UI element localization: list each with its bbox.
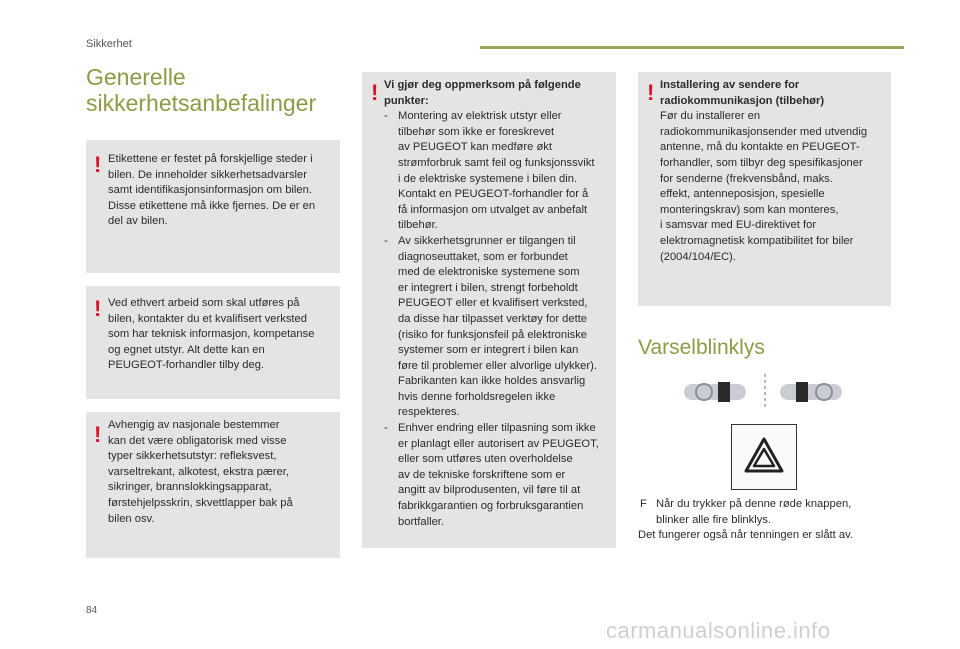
- hazard-switch-icon: [796, 382, 808, 402]
- hazard-triangle-icon: [732, 425, 796, 489]
- section-label: Sikkerhet: [86, 38, 132, 50]
- hazard-button-illustration: [731, 424, 797, 490]
- warning-icon: !: [371, 80, 379, 105]
- page-title: Generelle sikkerhetsanbefalinger: [86, 64, 317, 116]
- warning-icon: !: [94, 422, 102, 447]
- warning-box-workshop: [86, 286, 340, 399]
- list-item: - Enhver endring eller tilpasning som ikke er planlagt eller autorisert av PEUGEOT, eller som utføres uten overholdelse av de tekniske forskriftene som er angitt av bilprodusenten, vil føre til at fabrikkgarantien og forbruksgarantien bortfaller.: [384, 422, 599, 528]
- watermark: carmanualsonline.info: [606, 618, 831, 643]
- warning-text: Etikettene er festet på forskjellige steder i bilen. De inneholder sikkerhetsadvarsler samt identifikasjonsinformasjon om bilen. Disse etikettene må ikke fjernes. De er en del av bilen.: [108, 153, 316, 228]
- dashboard-left-pill: [684, 384, 746, 400]
- hazard-instructions: F Når du trykker på denne røde knappen, blinker alle fire blinklys. Det fungerer også når tenningen er slått av.: [638, 498, 853, 542]
- section-title-varselblinklys: Varselblinklys: [638, 336, 765, 359]
- bullet-icon: F: [640, 498, 647, 510]
- warning-box-equipment: [86, 412, 340, 558]
- warning-text: Installering av sendere for radiokommunikasjon (tilbehør) Før du installerer en radiokommunikasjonsender med utvendig antenne, må du kontakte en PEUGEOT- forhandler, som tilbyr deg spesifikasjoner for senderne (frekvensbånd, maks. effekt, antenneposisjon, spesielle monteringskrav) som kan monteres, i samsvar med EU-direktivet for elektromagnetisk kompatibilitet for biler (2004/104/EC).: [660, 79, 868, 263]
- hazard-switch-icon: [718, 382, 730, 402]
- list-item: - Montering av elektrisk utstyr eller tilbehør som ikke er foreskrevet av PEUGEOT kan medføre økt strømforbruk samt feil og funksjonssvikt i de elektriske systemene i bilen din. Kontakt en PEUGEOT-forhandler for å få informasjon om utvalget av anbefalt tilbehør.: [384, 110, 595, 232]
- warning-icon: !: [94, 152, 102, 177]
- warning-text: Vi gjør deg oppmerksom på følgende punkter: - Montering av elektrisk utstyr eller tilbehør som ikke er foreskrevet av PEUGEOT kan medføre økt strømforbruk samt feil og funksjonssvikt i de elektriske systemene i bilen din. Kontakt en PEUGEOT-forhandler for å få informasjon om utvalget av anbefalt tilbehør. - Av sikkerhetsgrunner er tilgangen til diagnoseuttaket, som er forbundet med de elektroniske systemene som er integrert i bilen, strengt forbeholdt PEUGEOT eller et kvalifisert verksted, da disse har tilpasset verktøy for dette (risiko for funksjonsfeil på elektroniske systemer som er integrert i bilen kan føre til problemer eller alvorlige ulykker). Fabrikanten kan ikke holdes ansvarlig hvis denne forholdsregelen ikke respekteres. - Enhver endring eller tilpasning som ikke er planlagt eller autorisert av PEUGEOT, eller som utføres uten overholdelse av de tekniske forskriftene som er angitt av bilprodusenten, vil føre til at fabrikkgarantien og forbruksgarantien bortfaller.: [384, 78, 614, 530]
- dashboard-illustration: [684, 372, 844, 412]
- list-item: - Av sikkerhetsgrunner er tilgangen til diagnoseuttaket, som er forbundet med de elektroniske systemene som er integrert i bilen, strengt forbeholdt PEUGEOT eller et kvalifisert verksted, da disse har tilpasset verktøy for dette (risiko for funksjonsfeil på elektroniske systemer som er integrert i bilen kan føre til problemer eller alvorlige ulykker). Fabrikanten kan ikke holdes ansvarlig hvis denne forholdsregelen ikke respekteres.: [384, 234, 597, 419]
- warning-box-radio: [638, 72, 891, 306]
- warning-text: Avhengig av nasjonale bestemmer kan det være obligatorisk med visse typer sikkerhetsutstyr: refleksvest, varseltrekant, alkotest, ekstra pærer, sikringer, brannslokkingsapparat, førstehjelpsskrin, skvettlapper bak på bilen osv.: [108, 419, 293, 525]
- warning-box-electrical: [362, 72, 616, 548]
- warning-icon: !: [94, 296, 102, 321]
- warning-icon: !: [647, 80, 655, 105]
- warning-box-labels: [86, 140, 340, 273]
- warning-text: Ved ethvert arbeid som skal utføres på bilen, kontakter du et kvalifisert verksted som har teknisk informasjon, kompetanse og egnet utstyr. Alt dette kan en PEUGEOT-forhandler tilby deg.: [108, 297, 315, 372]
- header-rule: [480, 46, 904, 49]
- page-number: 84: [86, 605, 98, 616]
